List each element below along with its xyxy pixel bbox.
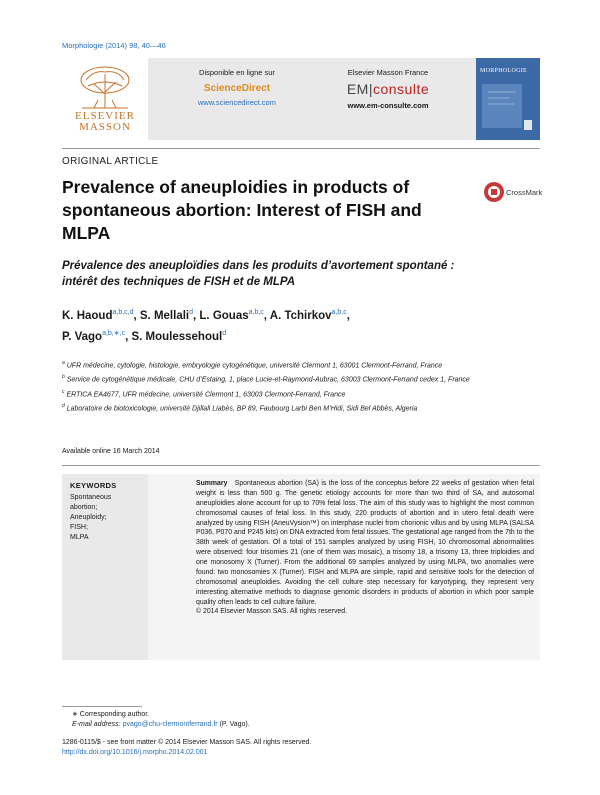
article-footer: [62, 738, 311, 758]
corresponding-label: ∗ Corresponding author.: [72, 711, 150, 718]
author-name: S. Moulessehoul: [131, 330, 223, 343]
abstract-divider: [62, 465, 540, 466]
author-separator: ,: [193, 309, 200, 322]
elsevier-wordmark: [62, 111, 148, 133]
elsevier-logo: [62, 58, 148, 140]
author-affiliation-marks[interactable]: a,b,c,d: [112, 309, 134, 316]
cover-title: MORPHOLOGIE: [480, 68, 527, 74]
crossmark-badge[interactable]: [482, 180, 546, 215]
affiliation-mark: c: [62, 388, 65, 395]
summary-label: Summary: [196, 480, 228, 487]
keyword-item: abortion;: [70, 504, 98, 511]
author-name: K. Haoud: [62, 309, 113, 322]
summary-body: Spontaneous abortion (SA) is the loss of the conceptus before 22 weeks of gestation when fetal weight is less than 500 g. The genetic etiology accounts for more than two third of SA, and autosomal aneuploidies alone account for up to 70% fetal loss. The aim of this study was to highlight the most common chromosomal causes of fetal loss. In this study, 220 products of abortion and in utero fetal death were analyzed by using FISH (AneuVysion™) on interphase nuclei from chorionic villus and by using MLPA (SALSA P036, P070 and P245 kits) on DNA extracted from fetal tissues. The gestational age ranged from the 7th to the 38th week of gestation. Of a total of 151 samples analyzed by using FISH, 10 chromosomal abnormalities were observed: four trisomies 21 (one of them was mosaic), a trisomy 18, a trisomy 13, three triploidies and one monosomy X (Turner). From the additional 69 samples analyzed by using MLPA, two anomalies were found: two monosomies X (Turner). FISH and MLPA are simple, rapid and sensitive tools for the detection of chromosomal aneuploidies. Avoiding the cell culture step necessary for karyotyping, they represent very interesting alternative methods to diagnose genomic disorders in products of abortion in which poor sample quality often leads to cell culture failure.: [196, 480, 534, 606]
article-title: Prevalence of aneuploidies in products of spontaneous abortion: Interest of FISH and MLPA: [62, 177, 422, 243]
keywords-box: [62, 474, 148, 660]
email-line: [72, 720, 250, 730]
doi-link[interactable]: http://dx.doi.org/10.1016/j.morpho.2014.02.001: [62, 749, 208, 756]
email-suffix: (P. Vago).: [219, 721, 250, 728]
em-consulte-logo[interactable]: [322, 81, 454, 97]
em-logo-suffix: consulte: [372, 81, 430, 97]
journal-cover-thumbnail: [476, 58, 540, 140]
author-affiliation-marks[interactable]: a,b,∗,c: [102, 329, 126, 337]
elsevier-wordmark-line2: MASSON: [79, 121, 131, 133]
affiliation-text: Laboratoire de biotoxicologie, université Djillali Liabès, BP 89, Faubourg Larbi Ben M’Hidi, Sidi Bel Abbès, Algeria: [66, 405, 418, 413]
issn-line: 1286-0115/$ - see front matter © 2014 Elsevier Masson SAS. All rights reserved.: [62, 739, 312, 746]
summary-box: [148, 474, 540, 660]
author-name: S. Mellali: [139, 309, 190, 322]
author-affiliation-marks[interactable]: a,b,c: [331, 309, 347, 316]
keyword-item: Spontaneous: [70, 494, 112, 501]
sd-url-link[interactable]: www.sciencedirect.com: [198, 98, 276, 107]
summary-text-block: [196, 479, 534, 617]
crossmark-icon: [482, 180, 542, 210]
keyword-item: FISH;: [70, 524, 88, 531]
sciencedirect-logo[interactable]: ScienceDirect: [203, 83, 271, 94]
keywords-list: [70, 493, 111, 543]
sd-available-text: Disponible en ligne sur: [199, 68, 275, 77]
author-name: L. Gouas: [199, 309, 249, 322]
header-divider: [62, 148, 540, 149]
keywords-heading: KEYWORDS: [70, 481, 117, 490]
affiliation-item: [62, 387, 492, 401]
em-logo-prefix: EM|: [346, 81, 373, 97]
summary-copyright: © 2014 Elsevier Masson SAS. All rights reserved.: [196, 608, 347, 616]
author-name: P. Vago: [62, 330, 103, 343]
affiliation-text: ERTICA EA4677, UFR médecine, université Clermont 1, 63003 Clermont-Ferrand, France: [66, 390, 346, 398]
author-affiliation-marks[interactable]: d: [222, 329, 227, 337]
affiliation-mark: a: [62, 360, 65, 366]
article-type-label: ORIGINAL ARTICLE: [62, 156, 159, 167]
sciencedirect-block: [152, 68, 322, 107]
author-name: A. Tchirkov: [269, 309, 332, 322]
email-label: E-mail address:: [72, 721, 121, 728]
journal-reference[interactable]: Morphologie (2014) 98, 40—46: [62, 41, 166, 50]
corresponding-author-note: [72, 710, 250, 730]
em-publisher-text: Elsevier Masson France: [347, 68, 429, 77]
author-affiliation-marks[interactable]: a,b,c: [248, 309, 264, 316]
footnote-divider: [62, 706, 142, 707]
crossmark-label: CrossMark: [506, 188, 542, 197]
affiliation-mark: b: [62, 374, 65, 381]
affiliation-item: [62, 358, 492, 372]
author-separator: ,: [346, 309, 350, 322]
em-url-link[interactable]: www.em-consulte.com: [347, 101, 429, 110]
elsevier-wordmark-line1: ELSEVIER: [75, 110, 135, 122]
author-separator: ,: [133, 309, 140, 322]
em-consulte-block: [322, 68, 454, 110]
author-separator: ,: [125, 330, 132, 343]
affiliations: [62, 358, 492, 415]
author-separator: ,: [263, 309, 270, 322]
keyword-item: Aneuploidy;: [70, 514, 107, 521]
elsevier-tree-icon: [74, 64, 136, 110]
email-link[interactable]: pvago@chu-clermontferrand.fr: [122, 721, 218, 728]
affiliation-item: [62, 372, 492, 386]
keyword-item: MLPA: [70, 534, 89, 541]
available-online-date: Available online 16 March 2014: [62, 448, 160, 455]
affiliation-item: [62, 401, 492, 415]
cover-illustration-icon: [480, 80, 536, 134]
french-title: Prévalence des aneuploïdies dans les produits d’avortement spontané : intérêt des techniques de FISH et de MLPA: [62, 260, 455, 288]
affiliation-text: Service de cytogénétique médicale, CHU d’Estaing, 1, place Lucie-et-Raymond-Aubrac, 63003 Clermont-Ferrand cedex 1, France: [66, 376, 470, 384]
author-affiliation-marks[interactable]: d: [189, 309, 194, 316]
author-list: [62, 304, 492, 346]
affiliation-text: UFR médecine, cytologie, histologie, embryologie cytogénétique, université Clermont 1, 63001 Clermont-Ferrand, France: [66, 362, 443, 370]
affiliation-mark: d: [62, 402, 65, 409]
